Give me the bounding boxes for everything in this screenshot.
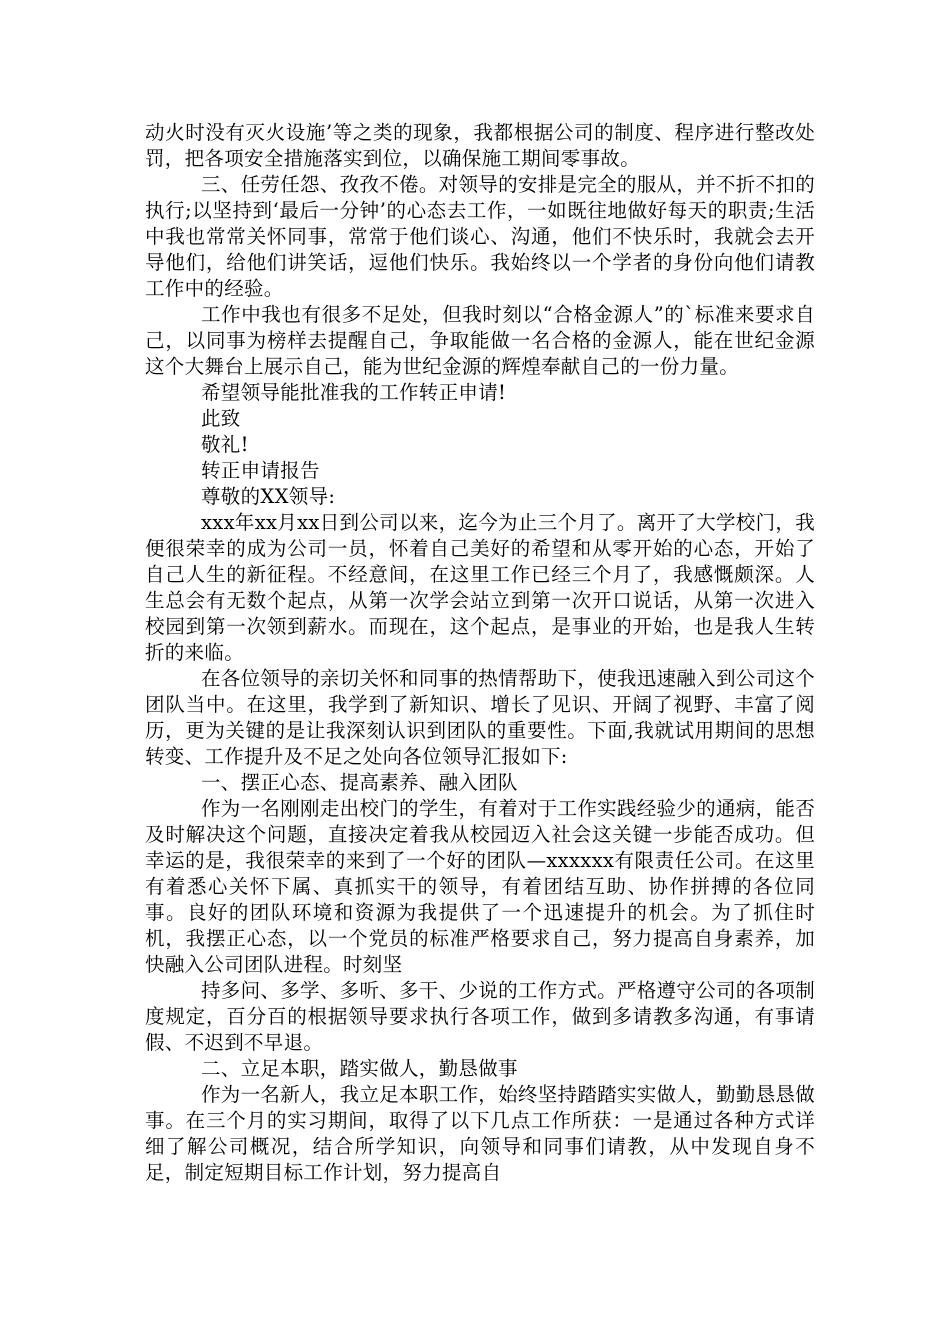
paragraph: 作为一名新人，我立足本职工作，始终坚持踏踏实实做人，勤勤恳恳做事。在三个月的实习期间，取得了以下几点工作所获：一是通过各种方式详细了解公司概况，结合所学知识，向领导和同事们请教，从中发现自身不足，制定短期目标工作计划，努力提高自 — [145, 1083, 815, 1184]
section-heading: 二、立足本职，踏实做人，勤恳做事 — [201, 1057, 518, 1080]
paragraph: 持多问、多学、多听、多干、少说的工作方式。严格遵守公司的各项制度规定，百分百的根据领导要求执行各项工作，做到多请教多沟通，有事请假、不迟到不早退。 — [145, 979, 815, 1054]
document-page — [145, 120, 815, 1186]
paragraph: 在各位领导的亲切关怀和同事的热情帮助下，使我迅速融入到公司这个团队当中。在这里，我学到了新知识、增长了见识、开阔了视野、丰富了阅历，更为关键的是让我深刻认识到团队的重要性。下面,我就试用期间的思想转变、工作提升及不足之处向各位领导汇报如下: — [145, 667, 815, 768]
paragraph: 希望领导能批准我的工作转正申请! — [201, 381, 507, 404]
closing-regards: 敬礼! — [201, 433, 249, 456]
greeting: 尊敬的XX领导: — [201, 485, 336, 508]
paragraph: 三、任劳任怨、孜孜不倦。对领导的安排是完全的服从，并不折不扣的执行;以坚持到‘最后一分钟’的心态去工作，一如既往地做好每天的职责;生活中我也常常关怀同事，常常于他们谈心、沟通，他们不快乐时，我就会去开导他们，给他们讲笑话，逗他们快乐。我始终以一个学者的身份向他们请教工作中的经验。 — [145, 173, 815, 300]
paragraph: 动火时没有灭火设施’等之类的现象，我都根据公司的制度、程序进行整改处罚，把各项安全措施落实到位，以确保施工期间零事故。 — [145, 121, 815, 170]
closing-salutation: 此致 — [201, 407, 241, 430]
section-title: 转正申请报告 — [201, 459, 320, 482]
paragraph: 工作中我也有很多不足处，但我时刻以“合格金源人”的`标准来要求自己，以同事为榜样去提醒自己，争取能做一名合格的金源人，能在世纪金源这个大舞台上展示自己，能为世纪金源的辉煌奉献自己的一份力量。 — [145, 303, 815, 378]
paragraph: xxx年xx月xx日到公司以来，迄今为止三个月了。离开了大学校门，我便很荣幸的成为公司一员，怀着自己美好的希望和从零开始的心态，开始了自己人生的新征程。不经意间，在这里工作已经三个月了，我感慨颇深。人生总会有无数个起点，从第一次学会站立到第一次开口说话，从第一次进入校园到第一次领到薪水。而现在，这个起点，是事业的开始，也是我人生转折的来临。 — [145, 511, 815, 664]
paragraph: 作为一名刚刚走出校门的学生，有着对于工作实践经验少的通病，能否及时解决这个问题，直接决定着我从校园迈入社会这关键一步能否成功。但幸运的是，我很荣幸的来到了一个好的团队—xxxxxx有限责任公司。在这里有着悉心关怀下属、真抓实干的领导，有着团结互助、协作拼搏的各位同事。良好的团队环境和资源为我提供了一个迅速提升的机会。为了抓住时机，我摆正心态，以一个党员的标准严格要求自己，努力提高自身素养，加快融入公司团队进程。时刻坚 — [145, 797, 815, 976]
section-heading: 一、摆正心态、提高素养、融入团队 — [201, 771, 518, 794]
